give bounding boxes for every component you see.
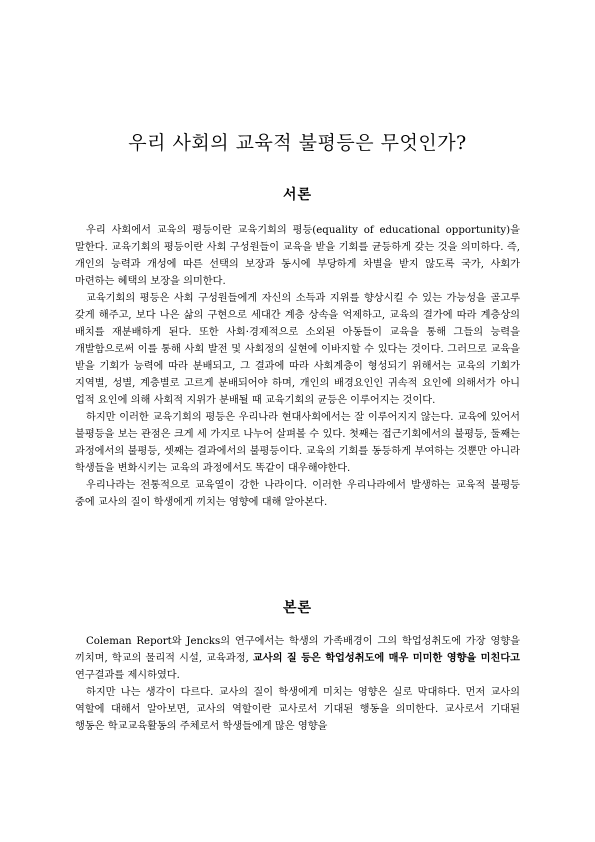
document-title: 우리 사회의 교육적 불평등은 무엇인가?: [128, 132, 467, 154]
body-heading: 본론: [282, 600, 313, 616]
intro-section: [75, 222, 520, 511]
body-paragraph-1-text-a: Coleman Report와 Jencks의 연구에서는 학생의 가족배경이 그의 학업성취도에 가장 영향을 끼치며, 학교의 물리적 시설, 교육과정,: [75, 636, 520, 664]
body-paragraph-1: [75, 633, 520, 684]
body-paragraph-1-emphasis: 교사의 질 등은 학업성취도에 매우 미미한 영향을 미친다고: [252, 652, 520, 664]
body-paragraph-1-text-b: 연구결과를 제시하였다.: [75, 670, 180, 681]
intro-paragraph-2: 교육기회의 평등은 사회 구성원들에게 자신의 소득과 지위를 향상시킬 수 있는 가능성을 골고루 갖게 해주고, 보다 나은 삶의 구현으로 세대간 계층 상속을 억제하고, 교육의 결가에 따라 계층상의 배치를 재분배하게 된다. 또한 사회·경제적으로 소외된 아동들이 교육을 통해 그들의 능력을 개발함으로써 이를 통해 사회 발전 및 사회정의 실현에 이바지할 수 있다는 것이다. 그러므로 교육을 받을 기회가 능력에 따라 분배되고, 그 결과에 따라 사회계층이 형성되기 위해서는 교육의 기회가 지역별, 성별, 계층별로 고르게 분배되어야 하며, 개인의 배경요인인 귀속적 요인에 의해서가 아니 업적 요인에 의해 사회적 지위가 분배될 때 교육기회의 균등은 이루어지는 것이다.: [75, 293, 520, 406]
intro-heading: 서론: [282, 187, 313, 203]
intro-paragraph-4: 우리나라는 전통적으로 교육열이 강한 나라이다. 이러한 우리나라에서 발생하는 교육적 불평등 중에 교사의 질이 학생에게 끼치는 영향에 대해 알아본다.: [75, 480, 520, 508]
body-paragraph-2: 하지만 나는 생각이 다르다. 교사의 질이 학생에게 미치는 영향은 실로 막대하다. 먼저 교사의 역할에 대해서 알아보면, 교사의 역할이란 교사로서 기대된 행동을 의미한다. 교사로서 기대된 행동은 학교교육활동의 주체로서 학생들에게 많은 영향을: [75, 687, 520, 732]
body-section: [75, 633, 520, 735]
intro-paragraph-3: 하지만 이러한 교육기회의 평등은 우리나라 현대사회에서는 잘 이루어지지 않는다. 교육에 있어서 불평등을 보는 관점은 크게 세 가지로 나누어 살펴볼 수 있다. 첫째는 접근기회에서의 불평등, 둘째는 과정에서의 불평등, 셋째는 결과에서의 불평등이다. 교육의 기회를 동등하게 부여하는 것뿐만 아니라 학생들을 변화시키는 교육의 과정에서도 똑같이 대우해야한다.: [75, 412, 520, 474]
intro-paragraph-1: 우리 사회에서 교육의 평등이란 교육기회의 평등(equality of educational opportunity)을 말한다. 교육기회의 평등이란 사회 구성원들이 교육을 받을 기회를 균등하게 갖는 것을 의미하다. 즉, 개인의 능력과 개성에 따른 선택의 보장과 동시에 부당하게 차별을 받지 않도록 국가, 사회가 마련하는 혜택의 보장을 의미한다.: [75, 225, 520, 287]
